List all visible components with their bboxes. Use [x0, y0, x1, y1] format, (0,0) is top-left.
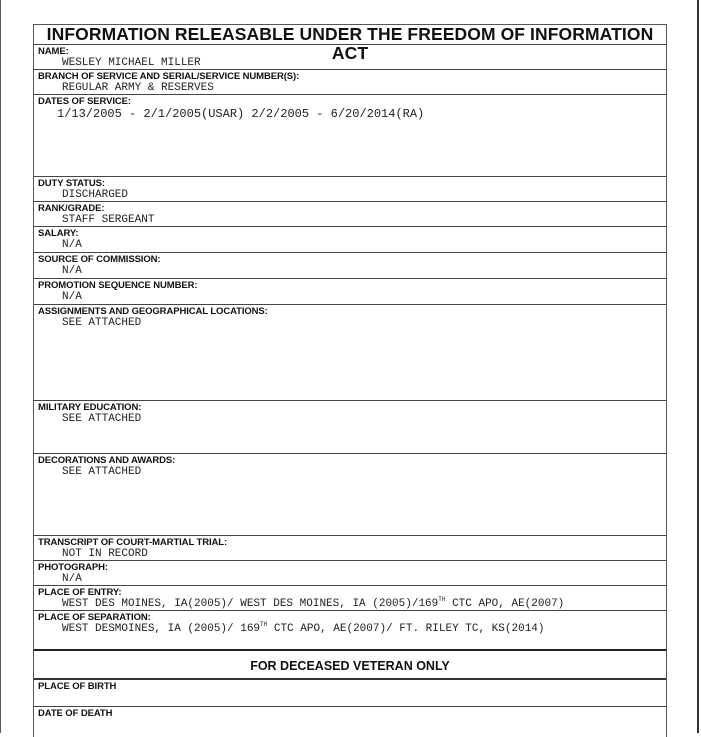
- field-value: NOT IN RECORD: [62, 548, 148, 560]
- field-label: PROMOTION SEQUENCE NUMBER:: [38, 280, 198, 291]
- field-value: N/A: [62, 239, 82, 251]
- field-salary: [34, 227, 666, 253]
- field-label: SOURCE OF COMMISSION:: [38, 254, 161, 265]
- field-photograph: [34, 561, 666, 586]
- field-branch: [34, 70, 666, 95]
- superscript: TH: [260, 621, 268, 628]
- field-value: N/A: [62, 573, 82, 585]
- field-value: 1/13/2005 - 2/1/2005(USAR) 2/2/2005 - 6/20/2014(RA): [57, 107, 425, 121]
- field-value: [34, 598, 666, 610]
- field-decorations-awards: [34, 454, 666, 536]
- field-value: STAFF SERGEANT: [62, 214, 155, 226]
- field-label: NAME:: [38, 46, 69, 57]
- field-value: SEE ATTACHED: [62, 466, 142, 478]
- field-promotion-sequence: [34, 279, 666, 305]
- field-label: PLACE OF ENTRY:: [38, 587, 122, 598]
- deceased-section-heading: FOR DECEASED VETERAN ONLY: [34, 649, 666, 680]
- value-text: WEST DES MOINES, IA(2005)/ WEST DES MOINES, IA (2005)/169: [62, 598, 439, 610]
- field-court-martial: [34, 536, 666, 561]
- field-value: SEE ATTACHED: [62, 413, 142, 425]
- field-military-education: [34, 401, 666, 454]
- field-label: PLACE OF SEPARATION:: [38, 612, 151, 623]
- field-label: MILITARY EDUCATION:: [38, 402, 142, 413]
- value-text: CTC APO, AE(2007)/ FT. RILEY TC, KS(2014): [267, 623, 545, 635]
- field-value: DISCHARGED: [62, 189, 129, 201]
- field-dates-of-service: [34, 95, 666, 177]
- superscript: TH: [438, 596, 446, 603]
- field-label: ASSIGNMENTS AND GEOGRAPHICAL LOCATIONS:: [38, 306, 268, 317]
- field-label: PLACE OF BIRTH: [38, 681, 117, 692]
- field-label: DECORATIONS AND AWARDS:: [38, 455, 176, 466]
- field-name: [34, 45, 666, 70]
- field-assignments: [34, 305, 666, 401]
- field-label: PHOTOGRAPH:: [38, 562, 108, 573]
- value-text: WEST DESMOINES, IA (2005)/ 169: [62, 623, 261, 635]
- field-place-of-separation: [34, 611, 666, 649]
- field-label: DATES OF SERVICE:: [38, 96, 131, 107]
- field-label: RANK/GRADE:: [38, 203, 105, 214]
- field-label: DUTY STATUS:: [38, 178, 105, 189]
- value-text: CTC APO, AE(2007): [445, 598, 565, 610]
- field-label: BRANCH OF SERVICE AND SERIAL/SERVICE NUMBER(S):: [38, 71, 300, 82]
- field-label: DATE OF DEATH: [38, 708, 113, 719]
- field-place-of-birth: [34, 680, 666, 707]
- field-place-of-entry: [34, 586, 666, 611]
- field-duty-status: [34, 177, 666, 202]
- foia-form: [33, 24, 667, 737]
- field-value: N/A: [62, 265, 82, 277]
- field-label: TRANSCRIPT OF COURT-MARTIAL TRIAL:: [38, 537, 228, 548]
- field-value: REGULAR ARMY & RESERVES: [62, 82, 214, 94]
- field-source-of-commission: [34, 253, 666, 279]
- field-value: [34, 623, 666, 635]
- form-title: INFORMATION RELEASABLE UNDER THE FREEDOM OF INFORMATION ACT: [34, 25, 666, 45]
- field-value: SEE ATTACHED: [62, 317, 142, 329]
- field-label: SALARY:: [38, 228, 79, 239]
- field-value: WESLEY MICHAEL MILLER: [62, 57, 201, 69]
- field-value: N/A: [62, 291, 82, 303]
- field-rank-grade: [34, 202, 666, 227]
